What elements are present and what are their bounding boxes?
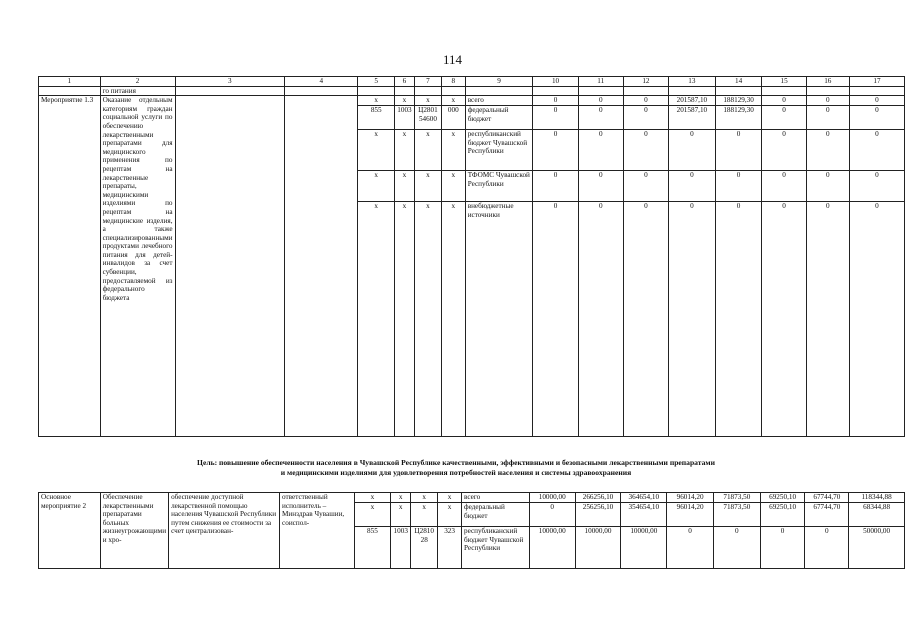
cell-c13: 201587,10 bbox=[669, 96, 716, 106]
cell-c10: 10000,00 bbox=[529, 493, 575, 503]
goal-heading bbox=[38, 458, 874, 477]
cell-c16: 0 bbox=[806, 130, 849, 171]
cell-empty bbox=[715, 86, 762, 96]
measure-description: Оказание отдельным категориям граждан социальной услуги по обеспечению лекарственными препаратами для медицинского применения по рецептам на лекарственные препараты, медицинскими изделиями по рецептам на медицинские изделия, а также специализированными продуктами лечебного питания для детей-инвалидов за счет субвенции, предоставляемой из федерального бюджета bbox=[100, 96, 175, 437]
cell-c9: федеральный бюджет bbox=[462, 503, 530, 527]
column-header: 10 bbox=[533, 77, 578, 87]
goal-line-2: и медицинскими изделиями для удовлетворения потребностей населения и системы здравоохранения bbox=[280, 467, 632, 477]
cell-c7: x bbox=[414, 130, 441, 171]
cell-c6: x bbox=[394, 171, 414, 202]
measure-name: Мероприятие 1.3 bbox=[39, 96, 101, 437]
cell-c16: 67744,70 bbox=[805, 503, 849, 527]
cell-c17: 0 bbox=[849, 202, 904, 437]
continuation-text: го питания bbox=[100, 86, 175, 96]
column-header: 14 bbox=[715, 77, 762, 87]
cell-c7: Ц2801 54600 bbox=[414, 106, 441, 130]
cell-empty bbox=[285, 96, 358, 437]
cell-empty bbox=[669, 86, 716, 96]
cell-c17: 0 bbox=[849, 130, 904, 171]
cell-c5: x bbox=[358, 171, 394, 202]
cell-c12: 364654,10 bbox=[621, 493, 667, 503]
cell-c14: 188129,30 bbox=[715, 96, 762, 106]
cell-empty bbox=[394, 86, 414, 96]
continuation-row bbox=[39, 86, 905, 96]
cell-c10: 0 bbox=[533, 171, 578, 202]
cell-c10: 0 bbox=[533, 106, 578, 130]
cell-empty bbox=[533, 86, 578, 96]
table-row bbox=[39, 96, 905, 106]
cell-c15: 0 bbox=[762, 106, 806, 130]
column-header: 17 bbox=[849, 77, 904, 87]
cell-empty bbox=[849, 86, 904, 96]
cell-c14: 188129,30 bbox=[715, 106, 762, 130]
cell-c12: 0 bbox=[623, 171, 668, 202]
cell-c14: 0 bbox=[715, 202, 762, 437]
column-header: 8 bbox=[441, 77, 465, 87]
cell-c12: 0 bbox=[623, 130, 668, 171]
cell-c17: 0 bbox=[849, 96, 904, 106]
cell-c14: 0 bbox=[713, 527, 760, 569]
column-header: 16 bbox=[806, 77, 849, 87]
column-header: 7 bbox=[414, 77, 441, 87]
cell-c14: 71873,50 bbox=[713, 503, 760, 527]
measure-description: Обеспечение лекарственными препаратами больных жизнеугрожающими и хро- bbox=[100, 493, 168, 569]
cell-c8: x bbox=[438, 503, 462, 527]
cell-c13: 0 bbox=[669, 202, 716, 437]
cell-empty bbox=[175, 96, 285, 437]
cell-empty bbox=[441, 86, 465, 96]
cell-c17: 0 bbox=[849, 106, 904, 130]
cell-c13: 0 bbox=[669, 130, 716, 171]
cell-c9: внебюджетные источники bbox=[465, 202, 533, 437]
cell-c13: 96014,20 bbox=[667, 503, 714, 527]
cell-c6: x bbox=[394, 96, 414, 106]
cell-c13: 96014,20 bbox=[667, 493, 714, 503]
table-row bbox=[39, 493, 905, 503]
cell-c9: республиканский бюджет Чувашской Республики bbox=[462, 527, 530, 569]
cell-c9: республиканский бюджет Чувашской Республики bbox=[465, 130, 533, 171]
cell-c15: 0 bbox=[762, 202, 806, 437]
cell-c8: x bbox=[441, 130, 465, 171]
cell-c15: 0 bbox=[762, 96, 806, 106]
cell-c16: 0 bbox=[806, 106, 849, 130]
column-header: 11 bbox=[578, 77, 623, 87]
column-header: 3 bbox=[175, 77, 285, 87]
cell-c11: 266256,10 bbox=[575, 493, 621, 503]
cell-c6: x bbox=[394, 202, 414, 437]
cell-c17: 0 bbox=[849, 171, 904, 202]
cell-c5: 855 bbox=[354, 527, 391, 569]
cell-c6: x bbox=[391, 493, 411, 503]
table-header-row bbox=[39, 77, 905, 87]
cell-c11: 256256,10 bbox=[575, 503, 621, 527]
column-header: 13 bbox=[669, 77, 716, 87]
cell-c16: 0 bbox=[805, 527, 849, 569]
cell-c11: 0 bbox=[578, 130, 623, 171]
cell-c6: 1003 bbox=[394, 106, 414, 130]
cell-c12: 10000,00 bbox=[621, 527, 667, 569]
cell-c7: x bbox=[411, 503, 438, 527]
cell-c14: 0 bbox=[715, 171, 762, 202]
cell-c17: 68344,88 bbox=[849, 503, 905, 527]
cell-c6: 1003 bbox=[391, 527, 411, 569]
cell-c5: x bbox=[358, 202, 394, 437]
column-header: 9 bbox=[465, 77, 533, 87]
cell-c13: 201587,10 bbox=[669, 106, 716, 130]
cell-empty bbox=[465, 86, 533, 96]
cell-c10: 0 bbox=[533, 202, 578, 437]
goal-line-1: Цель: повышение обеспеченности населения в Чувашской Республике качественными, эффективными и безопасными лекарственными препаратами bbox=[197, 458, 715, 467]
cell-empty bbox=[623, 86, 668, 96]
cell-empty bbox=[358, 86, 394, 96]
budget-table-2 bbox=[38, 492, 905, 569]
cell-c7: x bbox=[414, 202, 441, 437]
cell-c10: 0 bbox=[533, 130, 578, 171]
column-header: 2 bbox=[100, 77, 175, 87]
column-header: 15 bbox=[762, 77, 806, 87]
cell-c17: 118344,88 bbox=[849, 493, 905, 503]
cell-c6: x bbox=[391, 503, 411, 527]
cell-c5: 855 bbox=[358, 106, 394, 130]
cell-c12: 0 bbox=[623, 96, 668, 106]
cell-c9: всего bbox=[462, 493, 530, 503]
cell-c16: 0 bbox=[806, 202, 849, 437]
measure-goal-text: обеспечение доступной лекарственной помощью населения Чувашской Республики путем снижения ее стоимости за счет централизован- bbox=[169, 493, 280, 569]
cell-c5: x bbox=[358, 130, 394, 171]
cell-c9: ТФОМС Чувашской Республики bbox=[465, 171, 533, 202]
cell-empty bbox=[285, 86, 358, 96]
cell-c15: 69250,10 bbox=[760, 503, 805, 527]
column-header: 12 bbox=[623, 77, 668, 87]
cell-c9: всего bbox=[465, 96, 533, 106]
cell-c11: 0 bbox=[578, 202, 623, 437]
cell-c9: федеральный бюджет bbox=[465, 106, 533, 130]
cell-c12: 0 bbox=[623, 106, 668, 130]
responsible-executor: ответственный исполнитель – Минздрав Чувашии, соиспол- bbox=[280, 493, 355, 569]
measure-name: Основное мероприятие 2 bbox=[39, 493, 101, 569]
cell-c7: x bbox=[414, 171, 441, 202]
cell-c11: 10000,00 bbox=[575, 527, 621, 569]
cell-c5: x bbox=[354, 503, 391, 527]
column-header: 5 bbox=[358, 77, 394, 87]
cell-empty bbox=[806, 86, 849, 96]
cell-c13: 0 bbox=[669, 171, 716, 202]
cell-c10: 10000,00 bbox=[529, 527, 575, 569]
cell-c12: 0 bbox=[623, 202, 668, 437]
cell-c15: 69250,10 bbox=[760, 493, 805, 503]
cell-empty bbox=[39, 86, 101, 96]
cell-c7: x bbox=[411, 493, 438, 503]
page-number: 114 bbox=[442, 52, 463, 67]
cell-c6: x bbox=[394, 130, 414, 171]
cell-c12: 354654,10 bbox=[621, 503, 667, 527]
column-header: 1 bbox=[39, 77, 101, 87]
cell-c5: x bbox=[358, 96, 394, 106]
cell-c15: 0 bbox=[762, 171, 806, 202]
cell-empty bbox=[175, 86, 285, 96]
budget-table-1 bbox=[38, 76, 905, 437]
cell-c8: x bbox=[441, 96, 465, 106]
cell-c13: 0 bbox=[667, 527, 714, 569]
cell-c17: 50000,00 bbox=[849, 527, 905, 569]
cell-c16: 67744,70 bbox=[805, 493, 849, 503]
cell-c11: 0 bbox=[578, 96, 623, 106]
cell-c15: 0 bbox=[762, 130, 806, 171]
cell-empty bbox=[578, 86, 623, 96]
cell-c10: 0 bbox=[533, 96, 578, 106]
cell-c5: x bbox=[354, 493, 391, 503]
cell-c8: 323 bbox=[438, 527, 462, 569]
cell-c8: x bbox=[441, 202, 465, 437]
cell-c11: 0 bbox=[578, 106, 623, 130]
cell-c14: 0 bbox=[715, 130, 762, 171]
cell-c16: 0 bbox=[806, 171, 849, 202]
cell-empty bbox=[762, 86, 806, 96]
cell-c7: x bbox=[414, 96, 441, 106]
cell-c14: 71873,50 bbox=[713, 493, 760, 503]
column-header: 4 bbox=[285, 77, 358, 87]
column-header: 6 bbox=[394, 77, 414, 87]
cell-c11: 0 bbox=[578, 171, 623, 202]
cell-c7: Ц2810 28 bbox=[411, 527, 438, 569]
cell-c10: 0 bbox=[529, 503, 575, 527]
cell-c8: 000 bbox=[441, 106, 465, 130]
cell-c16: 0 bbox=[806, 96, 849, 106]
cell-c15: 0 bbox=[760, 527, 805, 569]
cell-c8: x bbox=[438, 493, 462, 503]
cell-empty bbox=[414, 86, 441, 96]
cell-c8: x bbox=[441, 171, 465, 202]
